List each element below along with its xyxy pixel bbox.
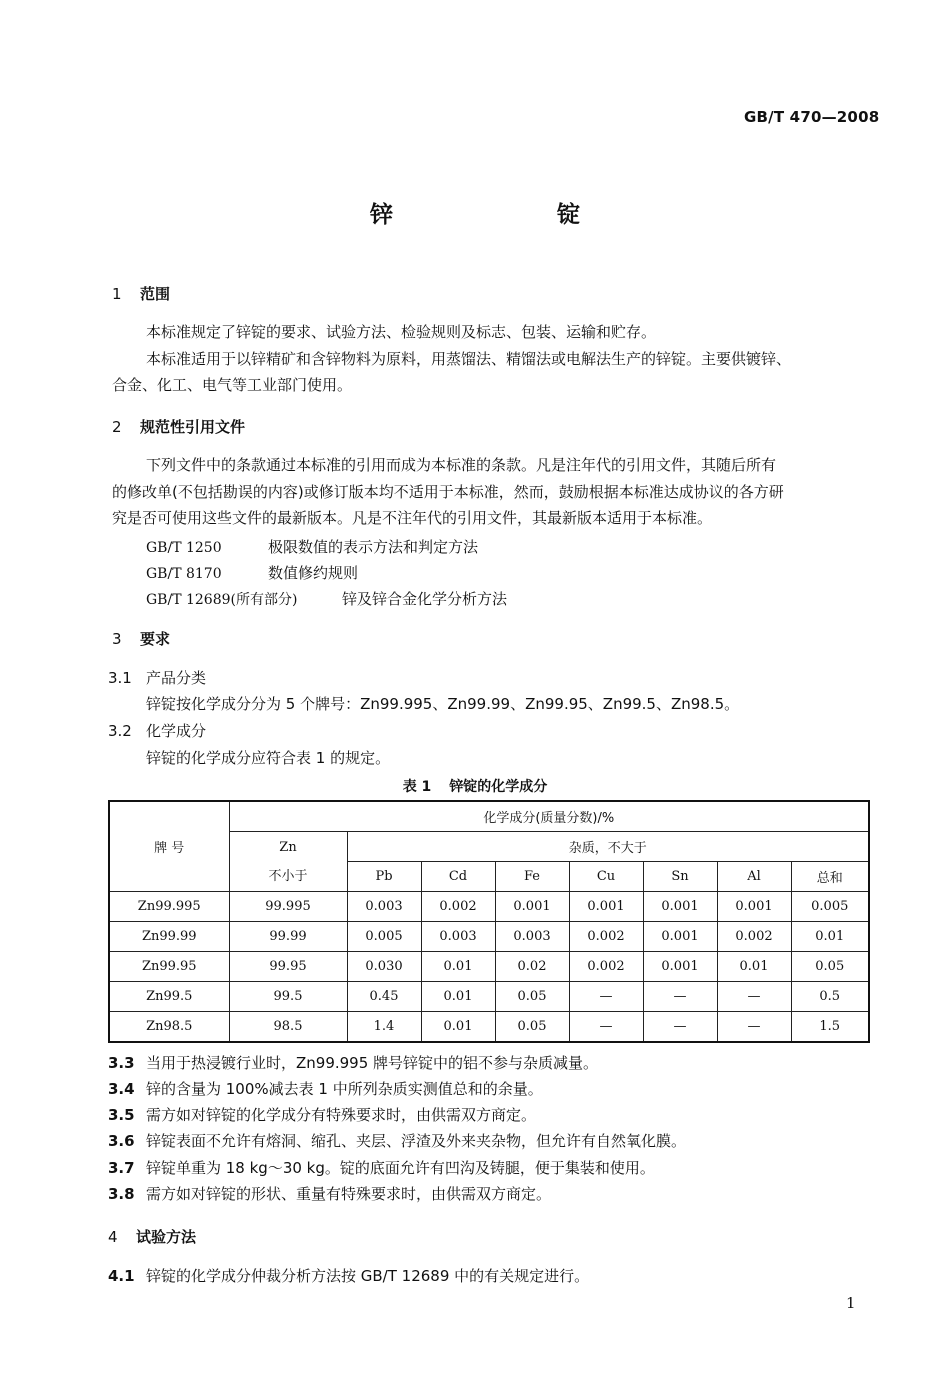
element-header: Sn: [643, 862, 717, 892]
grade-header: 牌 号: [109, 801, 229, 892]
table-cell: 98.5: [229, 1012, 347, 1043]
table-cell: —: [569, 1012, 643, 1043]
clause-3-8: [108, 1183, 551, 1204]
zn-min-label: 不小于: [268, 868, 308, 884]
table-number: 表 1: [402, 779, 432, 795]
table-caption: [0, 776, 950, 796]
clause-number: 3.6: [108, 1132, 135, 1150]
table-cell: Zn98.5: [109, 1012, 229, 1043]
table-cell: 0.001: [643, 922, 717, 952]
clause-3-5: [108, 1104, 536, 1125]
table-cell: 0.003: [495, 922, 569, 952]
table-cell: 0.01: [421, 952, 495, 982]
element-header: Al: [717, 862, 791, 892]
clause-text: 当用于热浸镀行业时，Zn99.995 牌号锌锭中的铝不参与杂质减量。: [146, 1054, 599, 1072]
section-title: 要求: [140, 630, 171, 648]
subsection-title: 化学成分: [146, 722, 207, 740]
clause-text: 锌的含量为 100%减去表 1 中所列杂质实测值总和的余量。: [146, 1080, 543, 1098]
table-row: [109, 982, 869, 1012]
reference-item: [146, 562, 358, 583]
table-cell: 0.002: [421, 892, 495, 922]
section-number: 3: [112, 630, 122, 648]
table-cell: Zn99.95: [109, 952, 229, 982]
reference-code: GB/T 8170: [146, 566, 222, 582]
table-row: [109, 952, 869, 982]
clause-text: 锌锭单重为 18 kg～30 kg。锭的底面允许有凹沟及铸腿，便于集装和使用。: [146, 1159, 655, 1177]
paragraph: 究是否可使用这些文件的最新版本。凡是不注年代的引用文件，其最新版本适用于本标准。: [112, 509, 713, 527]
element-header: Pb: [347, 862, 421, 892]
table-cell: —: [643, 982, 717, 1012]
paragraph: 下列文件中的条款通过本标准的引用而成为本标准的条款。凡是注年代的引用文件，其随后所有: [146, 456, 777, 474]
clause-number: 3.8: [108, 1185, 135, 1203]
table-cell: —: [717, 982, 791, 1012]
section-title: 范围: [140, 285, 171, 303]
table-cell: 0.01: [717, 952, 791, 982]
table-cell: 0.030: [347, 952, 421, 982]
element-header: 总和: [791, 862, 869, 892]
clause-3-7: [108, 1157, 655, 1178]
table-cell: 0.01: [421, 1012, 495, 1043]
table-row: [109, 1012, 869, 1043]
section-number: 2: [112, 418, 122, 436]
clause-text: 锌锭的化学成分仲裁分析方法按 GB/T 12689 中的有关规定进行。: [146, 1267, 590, 1285]
impurity-header: 杂质，不大于: [347, 832, 869, 862]
table-cell: —: [569, 982, 643, 1012]
table-cell: Zn99.995: [109, 892, 229, 922]
clause-4-1: [108, 1265, 589, 1286]
table-cell: 1.5: [791, 1012, 869, 1043]
table-cell: 0.002: [717, 922, 791, 952]
table-cell: Zn99.99: [109, 922, 229, 952]
section-1-heading: [112, 283, 170, 304]
document-title: 锌 锭: [369, 202, 658, 228]
clause-number: 3.3: [108, 1054, 135, 1072]
paragraph: 本标准规定了锌锭的要求、试验方法、检验规则及标志、包装、运输和贮存。: [146, 323, 657, 341]
subsection-number: 3.2: [108, 722, 132, 740]
clause-number: 3.7: [108, 1159, 135, 1177]
section-3-heading: [112, 628, 170, 649]
subsection-number: 3.1: [108, 669, 132, 687]
clause-3-4: [108, 1078, 543, 1099]
standard-code: GB/T 470—2008: [744, 108, 880, 126]
element-header: Fe: [495, 862, 569, 892]
table-cell: 0.05: [791, 952, 869, 982]
table-cell: 0.003: [347, 892, 421, 922]
paragraph: 合金、化工、电气等工业部门使用。: [112, 376, 353, 394]
table-cell: 99.5: [229, 982, 347, 1012]
reference-title: 极限数值的表示方法和判定方法: [268, 538, 479, 556]
clause-number: 3.5: [108, 1106, 135, 1124]
table-row: [109, 922, 869, 952]
table-cell: Zn99.5: [109, 982, 229, 1012]
table-cell: 0.01: [421, 982, 495, 1012]
clause-text: 需方如对锌锭的形状、重量有特殊要求时，由供需双方商定。: [146, 1185, 552, 1203]
zn-header: [229, 832, 347, 892]
clause-text: 锌锭表面不允许有熔洞、缩孔、夹层、浮渣及外来夹杂物，但允许有自然氧化膜。: [146, 1132, 687, 1150]
clause-number: 4.1: [108, 1267, 135, 1285]
subsection-3-1-heading: [108, 667, 206, 688]
table-cell: —: [643, 1012, 717, 1043]
table-cell: 0.45: [347, 982, 421, 1012]
subsection-3-2-heading: [108, 720, 206, 741]
table-cell: 0.003: [421, 922, 495, 952]
chemical-composition-table: [108, 800, 870, 1043]
section-4-heading: [108, 1226, 196, 1247]
table-cell: 0.005: [791, 892, 869, 922]
paragraph: 锌锭按化学成分分为 5 个牌号：Zn99.995、Zn99.99、Zn99.95、Zn99.5、Zn98.5。: [146, 695, 740, 713]
section-number: 1: [112, 285, 122, 303]
table-cell: 0.001: [495, 892, 569, 922]
subsection-title: 产品分类: [146, 669, 207, 687]
clause-number: 3.4: [108, 1080, 135, 1098]
table-cell: 0.01: [791, 922, 869, 952]
table-cell: 1.4: [347, 1012, 421, 1043]
table-cell: 0.02: [495, 952, 569, 982]
element-header: Cu: [569, 862, 643, 892]
table-cell: 0.001: [643, 892, 717, 922]
reference-code: GB/T 1250: [146, 540, 222, 556]
clause-text: 需方如对锌锭的化学成分有特殊要求时，由供需双方商定。: [146, 1106, 537, 1124]
table-cell: 99.99: [229, 922, 347, 952]
zn-label: Zn: [279, 839, 297, 855]
page-number: 1: [846, 1294, 856, 1312]
reference-title: 锌及锌合金化学分析方法: [342, 590, 508, 608]
reference-code: GB/T 12689(所有部分): [146, 592, 298, 608]
clause-3-3: [108, 1052, 598, 1073]
table-cell: 0.005: [347, 922, 421, 952]
paragraph: 的修改单(不包括勘误的内容)或修订版本均不适用于本标准，然而，鼓励根据本标准达成协议的各方研: [112, 483, 784, 501]
reference-item: [146, 588, 507, 609]
paragraph: 锌锭的化学成分应符合表 1 的规定。: [146, 749, 391, 767]
composition-header: 化学成分(质量分数)/%: [229, 801, 869, 832]
table-cell: 0.001: [643, 952, 717, 982]
table-cell: 0.05: [495, 982, 569, 1012]
element-header: Cd: [421, 862, 495, 892]
table-cell: 0.5: [791, 982, 869, 1012]
table-cell: 0.001: [717, 892, 791, 922]
section-number: 4: [108, 1228, 118, 1246]
table-cell: 0.05: [495, 1012, 569, 1043]
section-title: 规范性引用文件: [140, 418, 246, 436]
reference-item: [146, 536, 478, 557]
table-cell: 0.002: [569, 952, 643, 982]
table-cell: 0.001: [569, 892, 643, 922]
table-cell: 99.95: [229, 952, 347, 982]
section-2-heading: [112, 416, 245, 437]
paragraph: 本标准适用于以锌精矿和含锌物料为原料，用蒸馏法、精馏法或电解法生产的锌锭。主要供镀锌、: [146, 350, 792, 368]
clause-3-6: [108, 1130, 686, 1151]
reference-title: 数值修约规则: [268, 564, 359, 582]
section-title: 试验方法: [136, 1228, 197, 1246]
table-title: 锌锭的化学成分: [449, 779, 548, 795]
table-row: [109, 892, 869, 922]
table-cell: 0.002: [569, 922, 643, 952]
table-cell: —: [717, 1012, 791, 1043]
table-cell: 99.995: [229, 892, 347, 922]
table-header-row: [109, 801, 869, 832]
